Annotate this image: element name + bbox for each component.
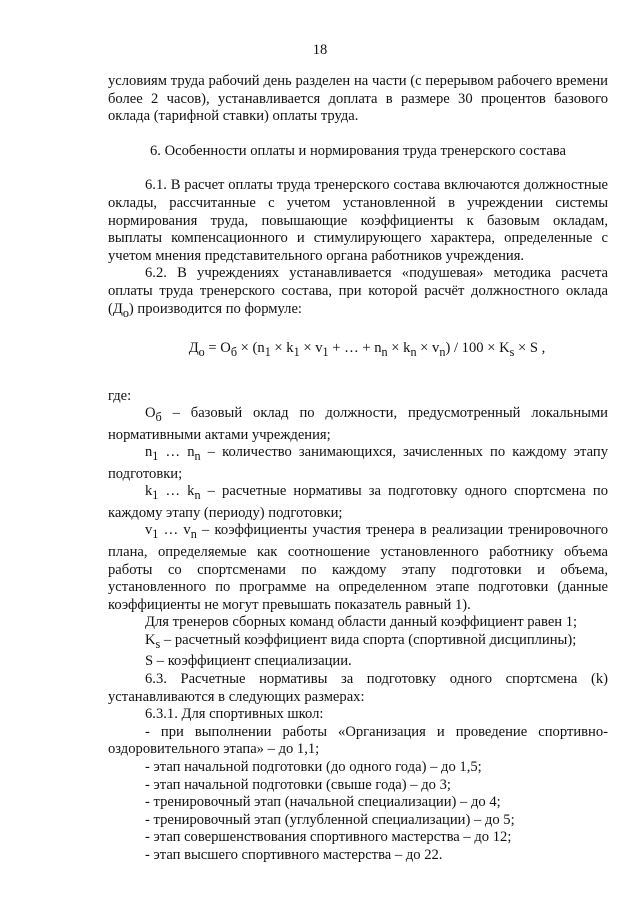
paragraph-6-2: 6.2. В учреждениях устанавливается «подушевая» методика расчета оплаты труда тренерского состава, при которой расчёт должностного оклада $(Д_о)$ производится по формуле: [108,265,608,320]
paragraph-6-1: 6.1. В расчет оплаты труда тренерского состава включаются должностные оклады, рассчитанные с учетом установленной в учреждении системы нормирования труда, повышающие коэффициенты к базовым окладам, выплаты компенсационного и стимулирующего характера, определенные с учетом мнения представительного органа работников учреждения. [108,177,608,264]
national-teams-note: Для тренеров сборных команд области данный коэффициент равен 1; [145,614,578,631]
list-item: - этап совершенствования спортивного мастерства – до 12; [145,829,512,846]
norms-list [108,724,608,865]
definition-n: $n_1$ … $n_n$ – количество занимающихся, зачисленных по каждому этапу подготовки; [108,444,608,482]
list-item: - при выполнении работы «Организация и проведение спортивно-оздоровительного этапа» – до 1,1; [108,723,608,758]
definition-k: $k_1$ … $k_n$ – расчетные нормативы за подготовку одного спортсмена по каждому этапу (периоду) подготовки; [108,483,608,521]
list-item: - тренировочный этап (начальной специализации) – до 4; [145,794,501,811]
definition-ks: $K_s$ – расчетный коэффициент вида спорта (спортивной дисциплины); [145,631,577,651]
document-body [108,73,608,865]
list-item: - тренировочный этап (углубленной специализации) – до 5; [145,811,515,828]
intro-paragraph: условиям труда рабочий день разделен на части (с перерывом рабочего времени более 2 часов), устанавливается доплата в размере 30 процентов базового оклада (тарифной ставки) оплаты труда. [108,73,608,125]
definition-v: $v_1$ … $v_n$ – коэффициенты участия тренера в реализации тренировочного плана, определяемые как соотношение установленного работнику объема работы со спортсменами по каждому этапу подготовки и объема, установленного по программе на определенном этапе подготовки (данные коэффициенты не могут превышать показатель равный 1). [108,522,609,613]
section-heading: 6. Особенности оплаты и нормирования труда тренерского состава [150,142,566,159]
definition-s: S – коэффициент специализации. [145,653,352,670]
definition-ob: $О_б$ – базовый оклад по должности, предусмотренный локальными нормативными актами учреждения; [108,405,608,443]
list-item: - этап начальной подготовки (до одного года) – до 1,5; [145,758,482,775]
paragraph-6-3: 6.3. Расчетные нормативы за подготовку одного спортсмена (k) устанавливаются в следующих размерах: [108,670,608,705]
where-label: где: [108,387,132,404]
list-item: - этап начальной подготовки (свыше года) – до 3; [145,776,451,793]
salary-formula: $Д_о = О_б \times (n_1 \times k_1 \times v_1$ + … + $n_n \times k_n \times v_n) / 100 \times K_s \times S$ , [188,340,546,359]
paragraph-6-3-1: 6.3.1. Для спортивных школ: [145,706,324,723]
list-item: - этап высшего спортивного мастерства – до 22. [145,846,443,863]
page-number: 18 [312,42,328,58]
